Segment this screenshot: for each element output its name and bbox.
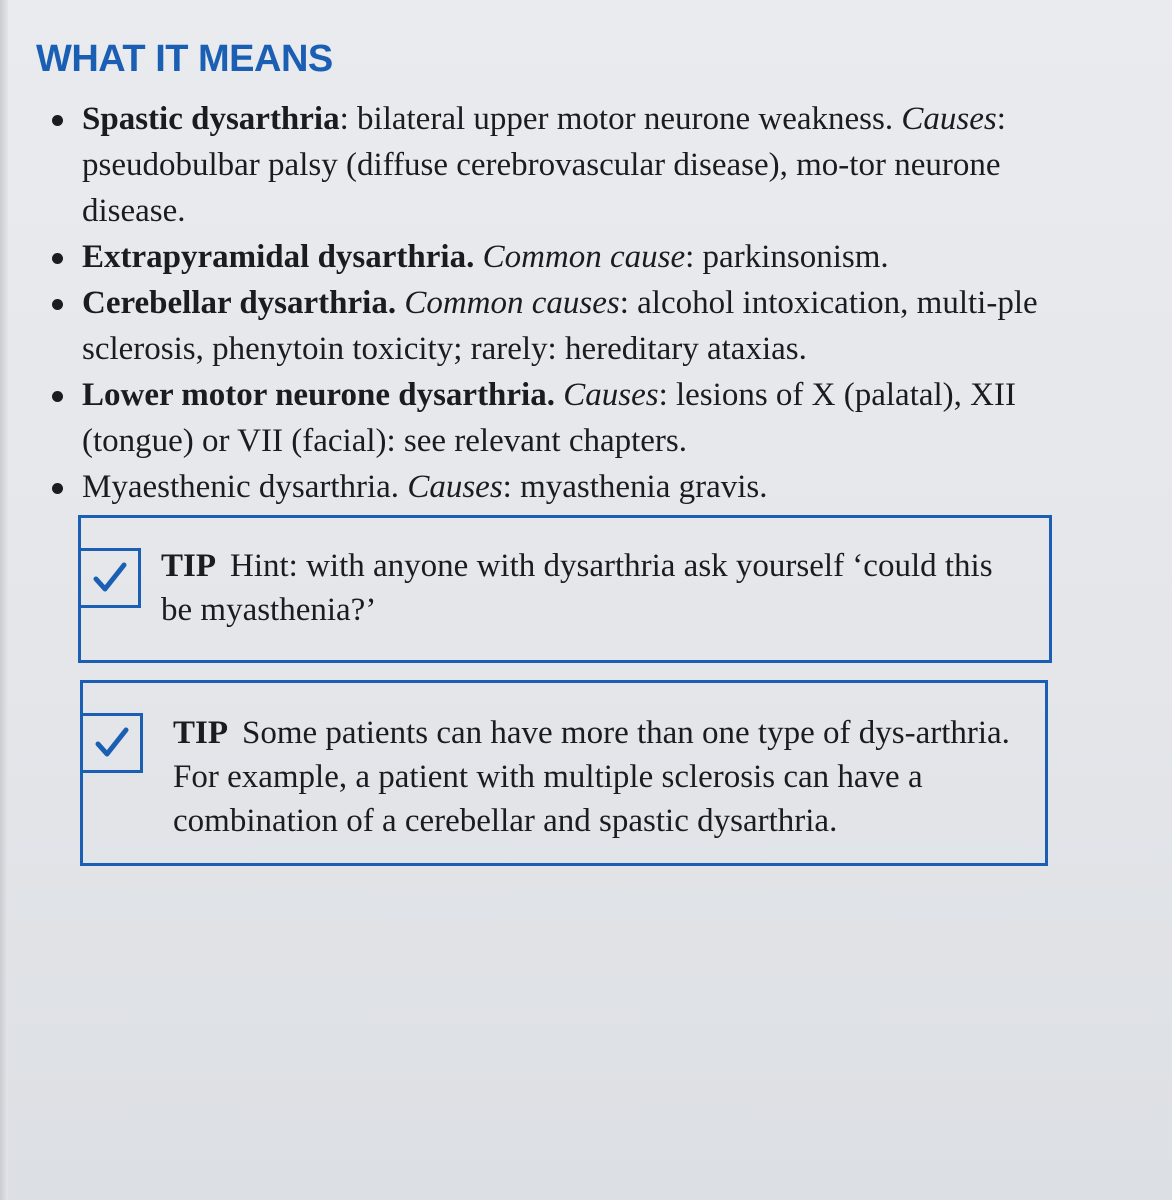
list-item [52,234,1062,280]
item-cause-text: : lesions of X (palatal), XII (tongue) or VII (facial): see relevant chapters. [82,377,1016,459]
item-cause-label: Causes [901,101,997,137]
item-term: Lower motor neurone dysarthria. [82,377,555,413]
item-cause-text: : alcohol intoxication, multi-ple sclerosis, phenytoin toxicity; rarely: hereditary ataxias. [82,285,1038,367]
item-cause-label: Common cause [482,239,686,275]
list-item [52,96,1062,234]
item-cause-text: : myasthenia gravis. [502,469,768,505]
bullet-icon [52,391,63,402]
item-cause-label: Causes [407,469,503,505]
item-term: Cerebellar dysarthria. [82,285,397,321]
cause-list [52,96,1062,510]
item-cause-text: : pseudobulbar palsy (diffuse cerebrovascular disease), mo-tor neurone disease. [82,101,1006,229]
item-text: : bilateral upper motor neurone weakness. [339,101,902,137]
checkmark-icon [83,713,143,773]
checkmark-icon [81,548,141,608]
tip-box [78,515,1052,663]
bullet-icon [52,115,63,126]
bullet-icon [52,299,63,310]
bullet-icon [52,483,63,494]
item-term: Extrapyramidal dysarthria. [82,239,475,275]
list-item [52,464,1062,510]
page-edge [0,0,8,1200]
section-heading: WHAT IT MEANS [36,38,333,80]
list-item [52,280,1062,372]
item-text: Myaesthenic dysarthria. [82,469,408,505]
tip-box [80,680,1048,866]
item-text [555,377,563,413]
item-cause-label: Causes [563,377,659,413]
item-term: Spastic dysarthria [82,101,340,137]
item-text [474,239,482,275]
tip-body: Hint: with anyone with dysarthria ask yourself ‘could this be myasthenia?’ [161,548,993,628]
item-cause-label: Common causes [404,285,620,321]
bullet-icon [52,253,63,264]
tip-body: Some patients can have more than one type of dys-arthria. For example, a patient with multiple sclerosis can have a combination of a cerebellar and spastic dysarthria. [173,715,1010,839]
item-cause-text: : parkinsonism. [685,239,889,275]
tip-text [161,544,1021,632]
tip-text [173,711,1033,843]
list-item [52,372,1062,464]
tip-label: TIP [161,548,217,584]
tip-label: TIP [173,715,229,751]
